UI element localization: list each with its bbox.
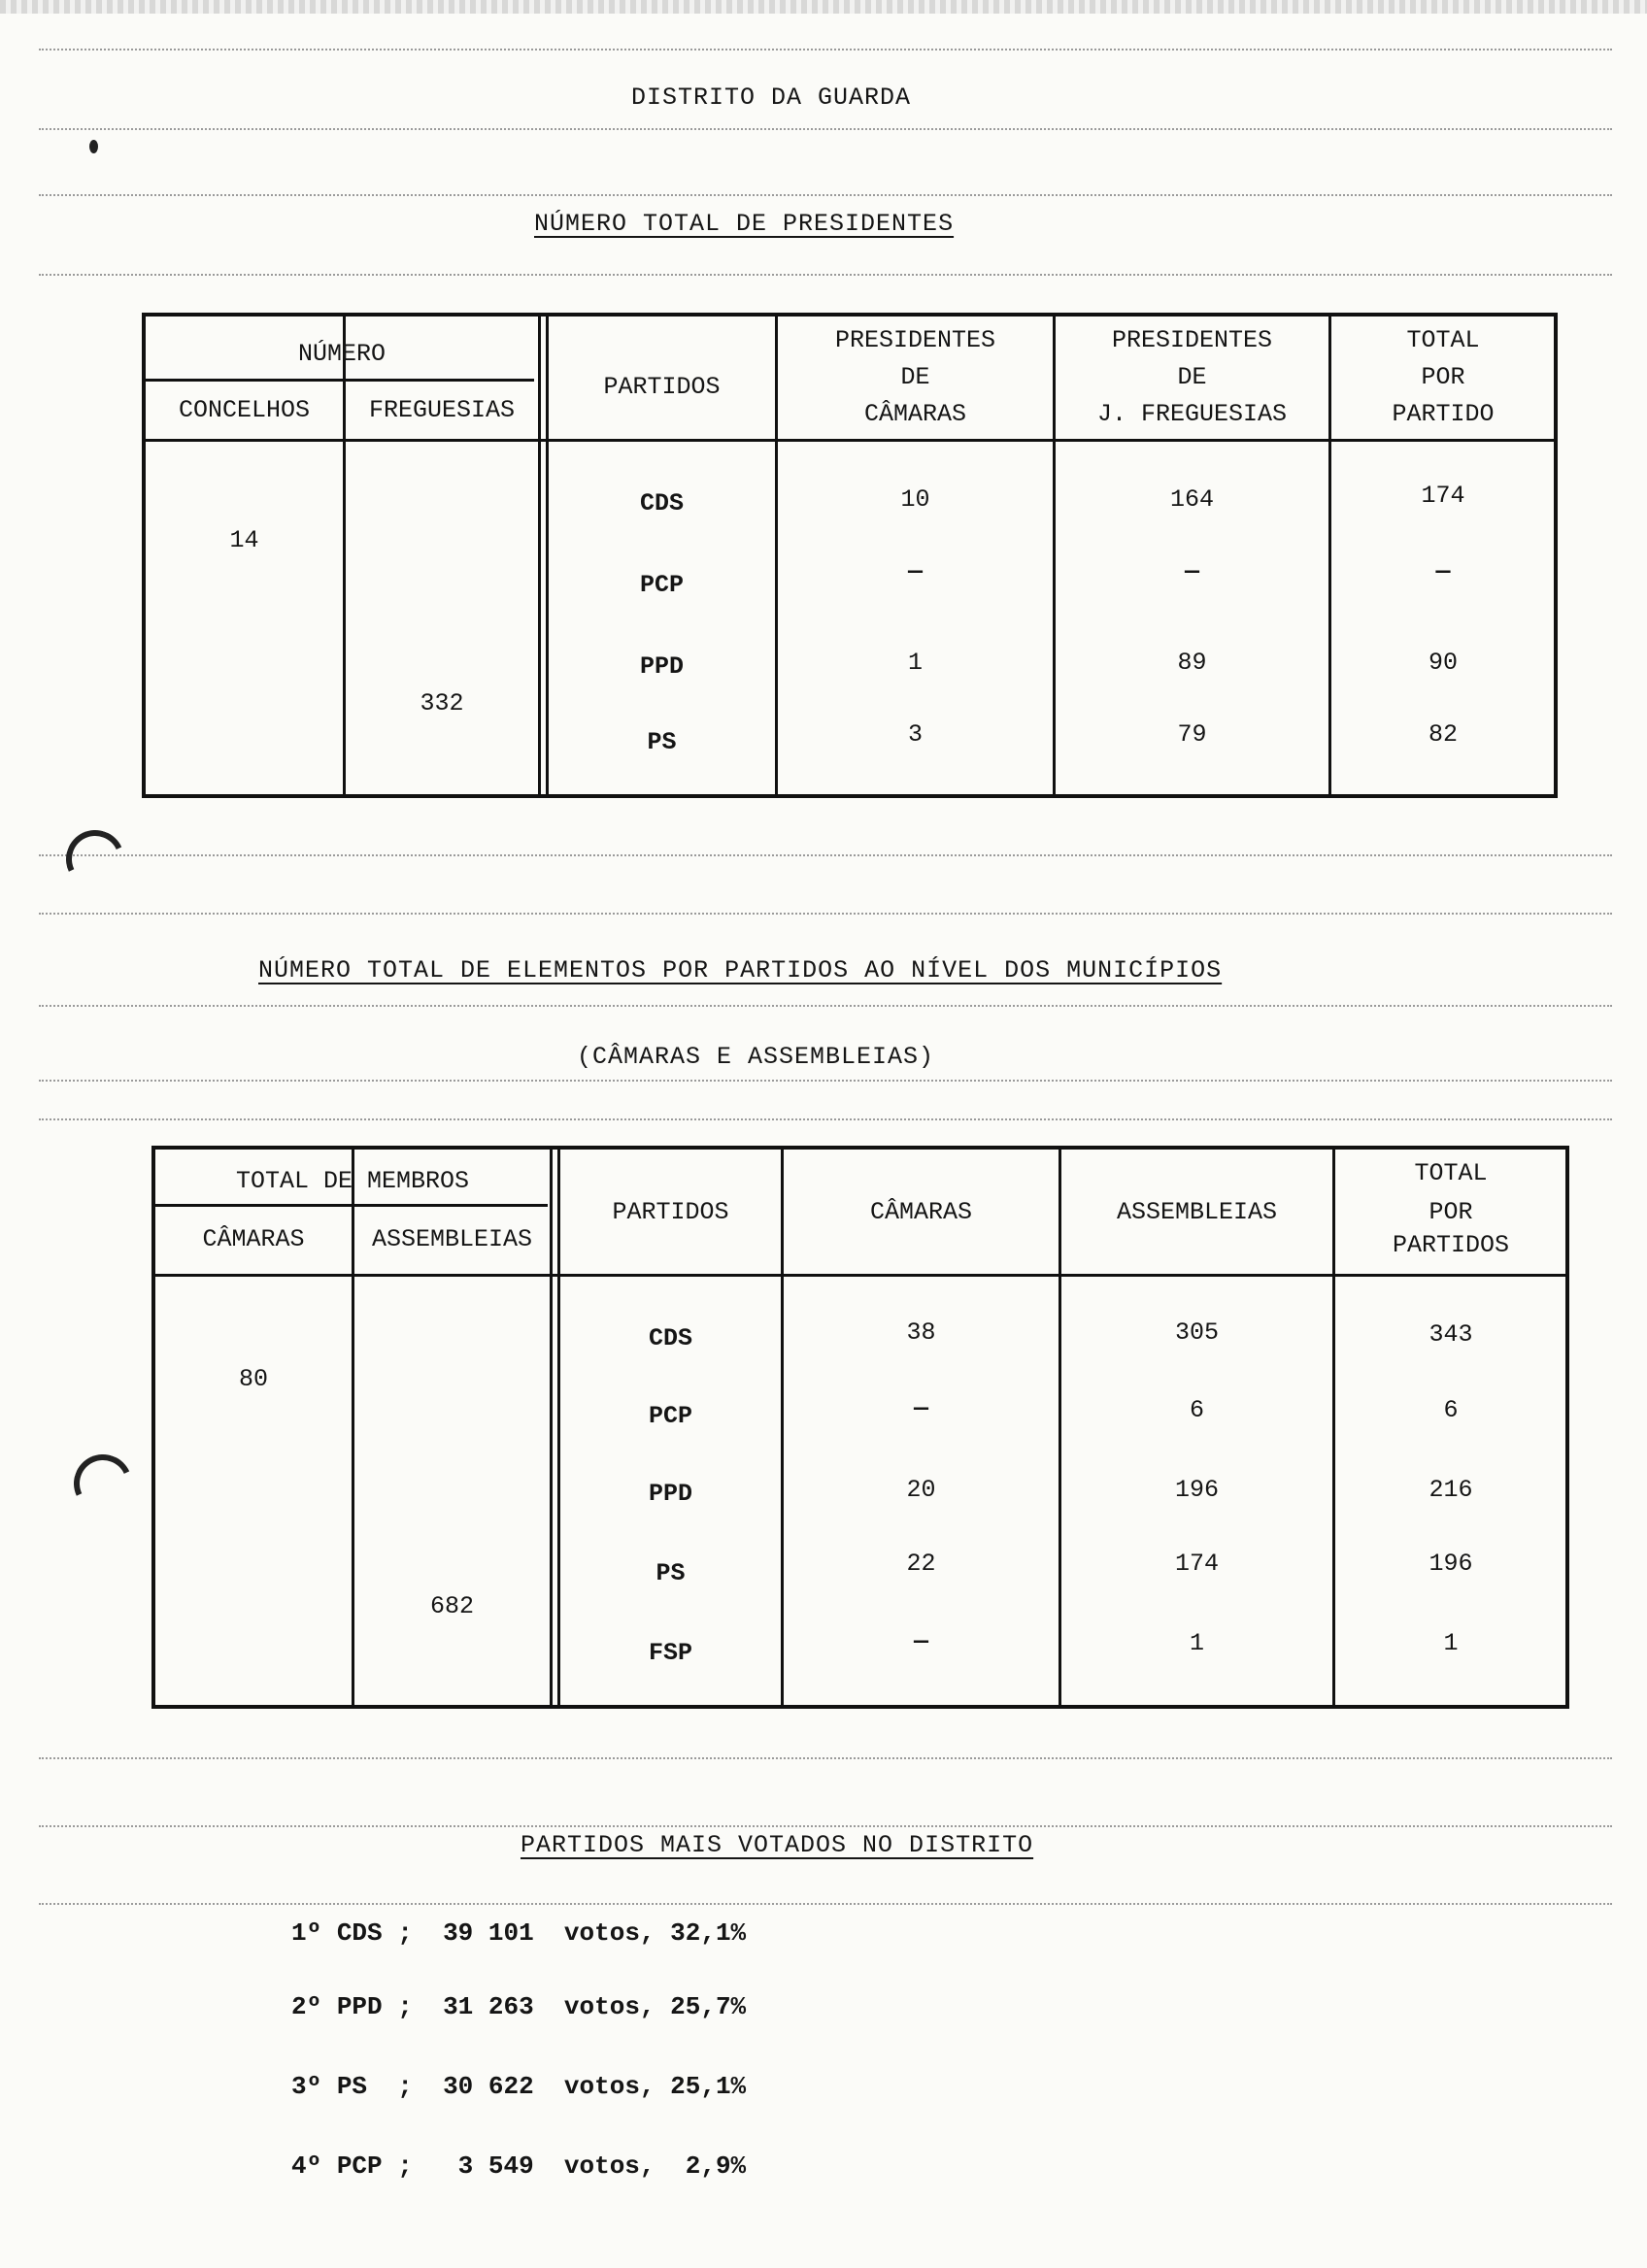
camaras-value: 80	[238, 1365, 268, 1393]
header-pres-freg-2: DE	[1177, 363, 1207, 391]
scan-top-edge	[0, 0, 1647, 14]
rank-votes-label: votos,	[563, 2151, 655, 2181]
rank-votes: 30 622	[443, 2072, 534, 2101]
row-total: 6	[1443, 1396, 1459, 1424]
header-camaras: CÂMARAS	[202, 1225, 305, 1253]
row-camaras: 38	[906, 1318, 936, 1347]
header-concelhos: CONCELHOS	[178, 396, 311, 424]
ruled-line	[39, 1005, 1612, 1007]
col-divider	[781, 1150, 784, 1705]
col-divider	[550, 1150, 553, 1705]
row-party: CDS	[648, 1324, 692, 1352]
row-total: 82	[1428, 720, 1458, 749]
row-camaras: 3	[907, 720, 923, 749]
ruled-line	[39, 1118, 1612, 1120]
elements-section-title: NÚMERO TOTAL DE ELEMENTOS POR PARTIDOS AO NÍVEL DOS MUNICÍPIOS	[258, 956, 1223, 984]
rank-votes: 3 549	[457, 2151, 534, 2181]
district-title: DISTRITO DA GUARDA	[631, 83, 912, 112]
header-freguesias: FREGUESIAS	[368, 396, 516, 424]
ruled-line	[39, 49, 1612, 50]
row-total: —	[1435, 557, 1451, 585]
header-pres-freg-3: J. FREGUESIAS	[1096, 400, 1288, 428]
row-party: PPD	[648, 1480, 692, 1508]
header-pres-camaras-1: PRESIDENTES	[834, 326, 996, 354]
header-total-3: PARTIDO	[1392, 400, 1495, 428]
row-party: CDS	[639, 489, 684, 517]
header-total-2: POR	[1429, 1198, 1473, 1226]
row-party: PCP	[648, 1402, 692, 1430]
row-party: PS	[647, 728, 677, 756]
header-pres-camaras-2: DE	[900, 363, 930, 391]
header-total-3: PARTIDOS	[1392, 1231, 1510, 1259]
row-total: 174	[1421, 482, 1465, 510]
ruled-line	[39, 854, 1612, 856]
row-camaras: —	[913, 1627, 928, 1655]
row-total: 343	[1429, 1320, 1473, 1349]
header-total-1: TOTAL	[1406, 326, 1480, 354]
row-freguesias: —	[1184, 557, 1199, 585]
header-numero: NÚMERO	[297, 340, 386, 368]
row-total: 1	[1443, 1629, 1459, 1657]
row-total: 90	[1428, 649, 1458, 677]
header-total-1: TOTAL	[1414, 1159, 1488, 1187]
rank-party: PS	[336, 2072, 368, 2101]
rank-votes: 39 101	[443, 1918, 534, 1948]
row-assembleias: 305	[1174, 1318, 1219, 1347]
rank-position: 4º	[291, 2151, 322, 2181]
freguesias-value: 332	[420, 689, 464, 717]
presidents-section-title: NÚMERO TOTAL DE PRESIDENTES	[534, 210, 955, 238]
header-total-membros: TOTAL DE MEMBROS	[235, 1167, 470, 1195]
rank-party: PPD	[336, 1992, 383, 2021]
header-pres-freg-1: PRESIDENTES	[1111, 326, 1273, 354]
col-divider	[538, 317, 541, 794]
rank-position: 2º	[291, 1992, 322, 2021]
row-freguesias: 89	[1177, 649, 1207, 677]
ruled-line	[39, 913, 1612, 915]
rank-votes-label: votos,	[563, 2072, 655, 2101]
ranking-section-title: PARTIDOS MAIS VOTADOS NO DISTRITO	[521, 1831, 1034, 1859]
elements-section-subtitle: (CÂMARAS E ASSEMBLEIAS)	[577, 1043, 935, 1071]
row-total: 216	[1429, 1476, 1473, 1504]
rank-percent: 25,1%	[670, 2072, 747, 2101]
rank-percent: 2,9%	[685, 2151, 747, 2181]
row-camaras: 10	[900, 485, 930, 514]
row-total: 196	[1429, 1550, 1473, 1578]
row-party: PPD	[639, 652, 684, 681]
row-freguesias: 164	[1169, 485, 1214, 514]
ruled-line	[39, 1757, 1612, 1759]
concelhos-value: 14	[229, 526, 259, 554]
row-camaras: 20	[906, 1476, 936, 1504]
row-party: FSP	[648, 1639, 692, 1667]
rank-percent: 25,7%	[670, 1992, 747, 2021]
punch-hole-mark	[58, 822, 133, 897]
row-camaras: —	[907, 557, 923, 585]
header-pres-camaras-3: CÂMARAS	[863, 400, 967, 428]
row-party: PCP	[639, 571, 684, 599]
row-assembleias: 174	[1174, 1550, 1219, 1578]
rank-party: CDS	[336, 1918, 383, 1948]
header-divider	[155, 1274, 1565, 1277]
elements-table	[151, 1146, 1569, 1709]
row-assembleias: 6	[1189, 1396, 1204, 1424]
row-camaras: 22	[906, 1550, 936, 1578]
header-divider	[146, 439, 1554, 442]
header-col-camaras: CÂMARAS	[869, 1198, 973, 1226]
row-freguesias: 79	[1177, 720, 1207, 749]
ranking-item: 3º PS ; 30 622 votos, 25,1%	[291, 2072, 747, 2101]
row-camaras: 1	[907, 649, 923, 677]
rank-votes-label: votos,	[563, 1992, 655, 2021]
rank-position: 3º	[291, 2072, 322, 2101]
ruled-line	[39, 128, 1612, 130]
ruled-line	[39, 1825, 1612, 1827]
ranking-item: 4º PCP ; 3 549 votos, 2,9%	[291, 2151, 747, 2181]
col-divider	[343, 317, 346, 794]
ink-mark	[89, 140, 98, 153]
ranking-item: 1º CDS ; 39 101 votos, 32,1%	[291, 1918, 747, 1948]
ruled-line	[39, 1903, 1612, 1905]
row-assembleias: 196	[1174, 1476, 1219, 1504]
rank-party: PCP	[336, 2151, 383, 2181]
ruled-line	[39, 194, 1612, 196]
header-col-assembleias: ASSEMBLEIAS	[1116, 1198, 1278, 1226]
row-camaras: —	[913, 1394, 928, 1422]
header-partidos: PARTIDOS	[603, 373, 721, 401]
ranking-item: 2º PPD ; 31 263 votos, 25,7%	[291, 1992, 747, 2021]
row-assembleias: 1	[1189, 1629, 1204, 1657]
numero-divider	[146, 379, 534, 382]
rank-position: 1º	[291, 1918, 322, 1948]
header-total-2: POR	[1421, 363, 1465, 391]
ruled-line	[39, 1080, 1612, 1082]
ruled-line	[39, 274, 1612, 276]
punch-hole-mark	[66, 1447, 141, 1521]
rank-percent: 32,1%	[670, 1918, 747, 1948]
rank-votes: 31 263	[443, 1992, 534, 2021]
row-party: PS	[655, 1559, 686, 1587]
presidents-table	[142, 313, 1558, 798]
rank-votes-label: votos,	[563, 1918, 655, 1948]
assembleias-value: 682	[429, 1592, 474, 1620]
header-partidos: PARTIDOS	[612, 1198, 729, 1226]
header-assembleias: ASSEMBLEIAS	[371, 1225, 533, 1253]
